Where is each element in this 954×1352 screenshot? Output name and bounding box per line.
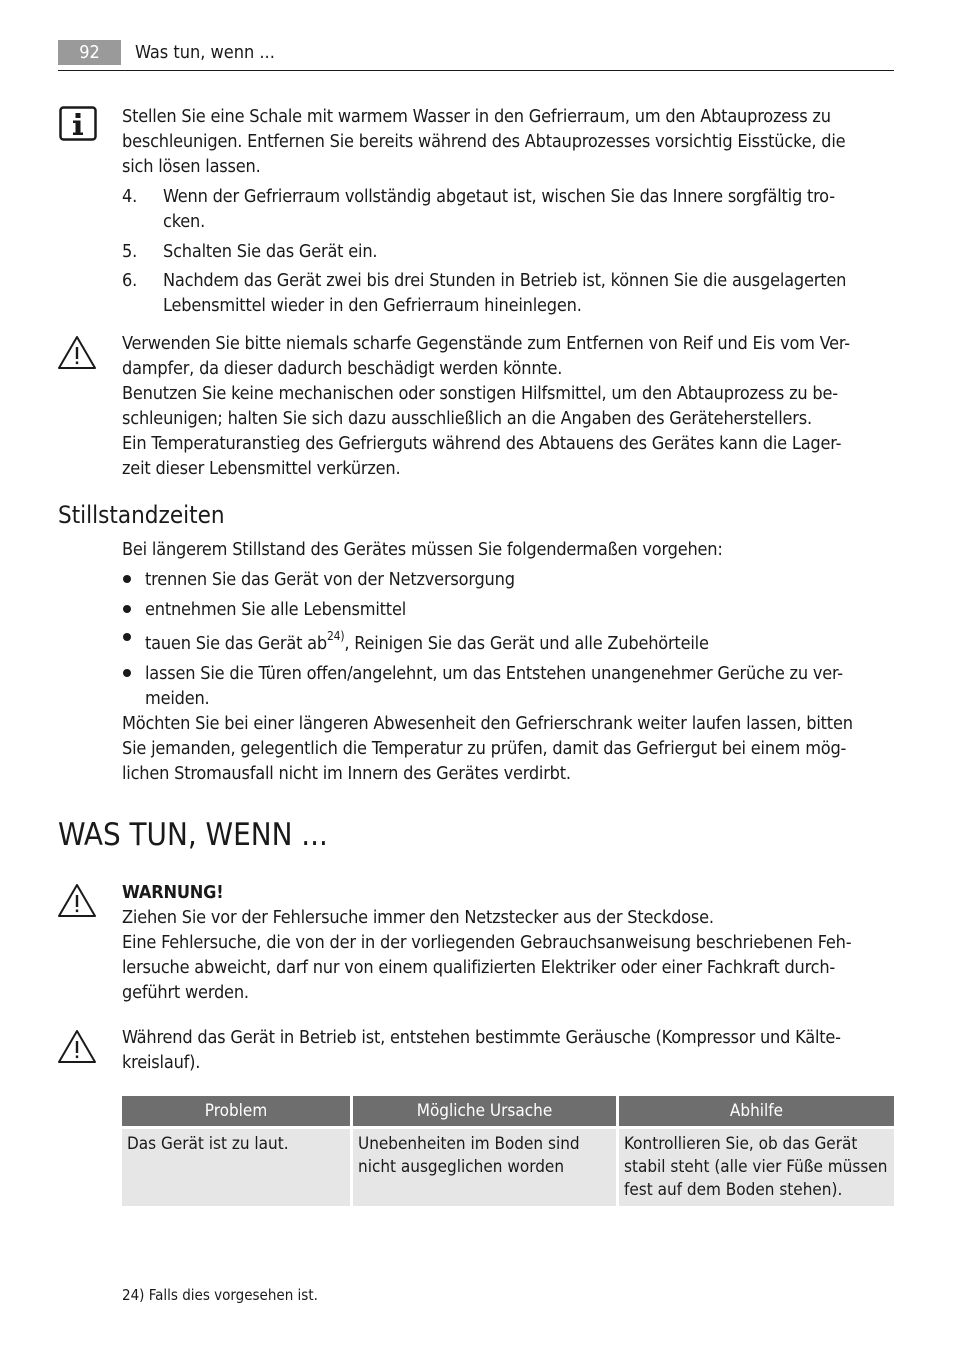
warning-line: schleunigen; halten Sie sich dazu ausschließlich an die Angaben des Geräteherstellers. [122, 408, 812, 429]
table-cell-cause [353, 1129, 616, 1206]
info-note-text [122, 104, 845, 179]
bullet-text-part: tauen Sie das Gerät ab [145, 633, 327, 654]
bullet-text [145, 631, 709, 656]
step-text [163, 239, 377, 264]
warning-line: kreislauf). [122, 1052, 201, 1073]
step-number: 4. [122, 186, 138, 207]
bullet-text [145, 661, 843, 711]
closing-line: lichen Stromausfall nicht im Innern des Gerätes verdirbt. [122, 763, 571, 784]
warning-3-text [122, 1025, 841, 1075]
step-line: Wenn der Gefrierraum vollständig abgetaut ist, wischen Sie das Innere sorgfältig tro- [163, 186, 835, 207]
warning-line: Ein Temperaturanstieg des Gefrierguts während des Abtauens des Gerätes kann die Lager- [122, 433, 842, 454]
closing-line: Möchten Sie bei einer längeren Abwesenheit den Gefrierschrank weiter laufen lassen, bitten [122, 713, 853, 734]
section-title: WAS TUN, WENN ... [58, 817, 328, 853]
table-header-problem: Problem [122, 1096, 350, 1126]
cell-line: fest auf dem Boden stehen). [624, 1180, 843, 1200]
table-header-remedy: Abhilfe [619, 1096, 894, 1126]
warning-line: Verwenden Sie bitte niemals scharfe Gegenstände zum Entfernen von Reif und Eis vom Ver- [122, 333, 850, 354]
step-text [163, 184, 835, 234]
footnote: 24) Falls dies vorgesehen ist. [122, 1286, 318, 1304]
info-line: sich lösen lassen. [122, 156, 261, 177]
header-rule [58, 70, 894, 71]
bullet-line: meiden. [145, 688, 210, 709]
warning-icon [57, 883, 95, 921]
stillstand-intro: Bei längerem Stillstand des Gerätes müssen Sie folgendermaßen vorgehen: [122, 539, 723, 560]
page-number: 92 [58, 40, 121, 65]
info-line: Stellen Sie eine Schale mit warmem Wasser in den Gefrierraum, um den Abtauprozess zu [122, 106, 831, 127]
warning-1-text [122, 331, 850, 481]
closing-line: Sie jemanden, gelegentlich die Temperatur zu prüfen, damit das Gefriergut bei einem mög- [122, 738, 847, 759]
bullet-dot [123, 633, 133, 643]
running-title: Was tun, wenn ... [135, 42, 275, 63]
bullet-text: trennen Sie das Gerät von der Netzversorgung [145, 569, 515, 590]
table-cell-problem [122, 1129, 350, 1206]
cell-line: nicht ausgeglichen worden [358, 1157, 565, 1177]
bullet-dot [123, 669, 133, 679]
footnote-ref: 24) [326, 629, 345, 643]
step-line: cken. [163, 211, 206, 232]
bullet-line: lassen Sie die Türen offen/angelehnt, um das Entstehen unangenehmer Gerüche zu ver- [145, 663, 843, 684]
cell-line: Das Gerät ist zu laut. [127, 1134, 289, 1154]
warning-icon [57, 335, 95, 373]
warning-line: geführt werden. [122, 982, 249, 1003]
warning-2-text [122, 880, 851, 1005]
warning-line: Benutzen Sie keine mechanischen oder sonstigen Hilfsmittel, um den Abtauprozess zu be- [122, 383, 838, 404]
bullet-dot [123, 605, 133, 615]
table-header-cause: Mögliche Ursache [353, 1096, 616, 1126]
info-line: beschleunigen. Entfernen Sie bereits während des Abtauprozesses vorsichtig Eisstücke, die [122, 131, 846, 152]
step-number: 6. [122, 270, 138, 291]
step-number: 5. [122, 241, 138, 262]
step-line: Schalten Sie das Gerät ein. [163, 241, 378, 262]
cell-line: Kontrollieren Sie, ob das Gerät [624, 1134, 858, 1154]
warning-title: WARNUNG! [122, 882, 224, 903]
warning-line: Eine Fehlersuche, die von der in der vorliegenden Gebrauchsanweisung beschriebenen Feh- [122, 932, 852, 953]
cell-line: stabil steht (alle vier Füße müssen [624, 1157, 888, 1177]
warning-line: Während das Gerät in Betrieb ist, entstehen bestimmte Geräusche (Kompressor und Kälte- [122, 1027, 841, 1048]
table-cell-remedy [619, 1129, 894, 1206]
warning-icon [57, 1029, 95, 1067]
step-line: Lebensmittel wieder in den Gefrierraum hineinlegen. [163, 295, 582, 316]
section-heading-stillstand: Stillstandzeiten [58, 501, 225, 529]
info-icon [59, 106, 97, 144]
warning-line: lersuche abweicht, darf nur von einem qualifizierten Elektriker oder einer Fachkraft durch- [122, 957, 836, 978]
warning-line: dampfer, da dieser dadurch beschädigt werden könnte. [122, 358, 563, 379]
cell-line: Unebenheiten im Boden sind [358, 1134, 580, 1154]
stillstand-closing [122, 711, 853, 786]
bullet-text: entnehmen Sie alle Lebensmittel [145, 599, 407, 620]
warning-line: Ziehen Sie vor der Fehlersuche immer den Netzstecker aus der Steckdose. [122, 907, 714, 928]
step-line: Nachdem das Gerät zwei bis drei Stunden in Betrieb ist, können Sie die ausgelagerten [163, 270, 847, 291]
step-text [163, 268, 846, 318]
bullet-text-part: , Reinigen Sie das Gerät und alle Zubehörteile [344, 633, 709, 654]
bullet-dot [123, 575, 133, 585]
warning-line: zeit dieser Lebensmittel verkürzen. [122, 458, 401, 479]
